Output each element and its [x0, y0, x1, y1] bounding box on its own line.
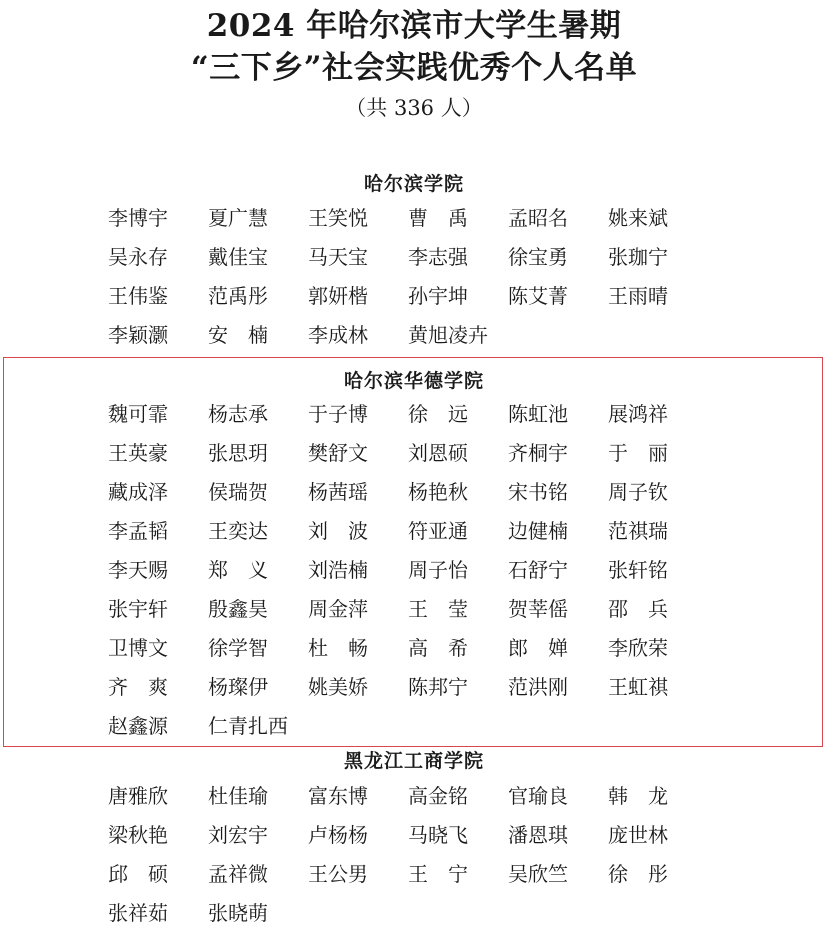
person-name: 王英豪	[108, 441, 168, 465]
college-heading: 哈尔滨华德学院	[343, 370, 484, 392]
person-name: 姚来斌	[608, 206, 668, 230]
person-name: 李颖灏	[108, 323, 168, 347]
person-name: 樊舒文	[308, 441, 368, 465]
person-name: 韩 龙	[608, 784, 668, 808]
person-name: 李成林	[308, 323, 368, 347]
person-name: 徐宝勇	[508, 245, 568, 269]
person-name: 刘宏宇	[208, 823, 268, 847]
person-name: 姚美娇	[308, 675, 368, 699]
person-name: 安 楠	[208, 323, 268, 347]
person-name: 王笑悦	[308, 206, 368, 230]
person-name: 李天赐	[108, 558, 168, 582]
person-name: 刘 波	[308, 519, 368, 543]
person-name: 马天宝	[308, 245, 368, 269]
person-name: 杜 畅	[308, 636, 368, 660]
person-name: 张祥茹	[108, 901, 168, 925]
person-name: 张珈宁	[608, 245, 668, 269]
person-name: 王雨晴	[608, 284, 668, 308]
person-name: 李欣荣	[608, 636, 668, 660]
person-name: 于 丽	[608, 441, 668, 465]
person-name: 高 希	[408, 636, 468, 660]
person-name: 陈虹池	[508, 402, 568, 426]
person-name: 范洪刚	[508, 675, 568, 699]
person-name: 郎 婵	[508, 636, 568, 660]
person-name: 邵 兵	[608, 597, 668, 621]
person-name: 吴欣竺	[508, 862, 568, 886]
person-name: 殷鑫昊	[208, 597, 268, 621]
person-name: 张宇轩	[108, 597, 168, 621]
person-name: 郑 义	[208, 558, 268, 582]
person-name: 张晓萌	[208, 901, 268, 925]
document-title-line-1: 2024 年哈尔滨市大学生暑期	[206, 8, 622, 44]
person-name: 徐 远	[408, 402, 468, 426]
person-name: 展鸿祥	[608, 402, 668, 426]
college-heading: 黑龙江工商学院	[343, 750, 484, 772]
person-name: 张轩铭	[608, 558, 668, 582]
college-heading: 哈尔滨学院	[363, 173, 464, 195]
person-name: 吴永存	[108, 245, 168, 269]
person-name: 富东博	[308, 784, 368, 808]
person-name: 李博宇	[108, 206, 168, 230]
person-name: 李志强	[408, 245, 468, 269]
person-name: 卢杨杨	[308, 823, 368, 847]
person-name: 范祺瑞	[608, 519, 668, 543]
person-name: 马晓飞	[408, 823, 468, 847]
person-name: 齐 爽	[108, 675, 168, 699]
person-name: 边健楠	[508, 519, 568, 543]
person-name: 庞世林	[608, 823, 668, 847]
person-name: 王伟鉴	[108, 284, 168, 308]
person-name: 藏成泽	[108, 480, 168, 504]
person-name: 周子钦	[608, 480, 668, 504]
person-name: 徐学智	[208, 636, 268, 660]
person-name: 侯瑞贺	[208, 480, 268, 504]
person-name: 孙宇坤	[408, 284, 468, 308]
names-grid	[108, 205, 728, 361]
person-name: 齐桐宇	[508, 441, 568, 465]
person-name: 邱 硕	[108, 862, 168, 886]
person-name: 杨璨伊	[208, 675, 268, 699]
person-name: 郭妍楷	[308, 284, 368, 308]
person-name: 陈艾菁	[508, 284, 568, 308]
person-name: 宋书铭	[508, 480, 568, 504]
person-name: 官瑜良	[508, 784, 568, 808]
names-grid	[108, 401, 728, 752]
person-name: 卫博文	[108, 636, 168, 660]
person-name: 孟祥微	[208, 862, 268, 886]
person-name: 王奕达	[208, 519, 268, 543]
person-name: 符亚通	[408, 519, 468, 543]
person-name: 梁秋艳	[108, 823, 168, 847]
person-name: 孟昭名	[508, 206, 568, 230]
person-name: 戴佳宝	[208, 245, 268, 269]
person-name: 王 莹	[408, 597, 468, 621]
person-name: 魏可霏	[108, 402, 168, 426]
person-name: 陈邦宁	[408, 675, 468, 699]
person-name: 王虹祺	[608, 675, 668, 699]
document-title-line-2: “三下乡”社会实践优秀个人名单	[190, 50, 638, 86]
person-name: 夏广慧	[208, 206, 268, 230]
person-name: 刘恩硕	[408, 441, 468, 465]
person-name: 刘浩楠	[308, 558, 368, 582]
person-name: 王公男	[308, 862, 368, 886]
person-name: 周金萍	[308, 597, 368, 621]
person-name: 唐雅欣	[108, 784, 168, 808]
person-name: 贺莘傜	[508, 597, 568, 621]
person-name: 曹 禹	[408, 206, 468, 230]
person-name: 徐 彤	[608, 862, 668, 886]
person-name: 杨艳秋	[408, 480, 468, 504]
person-name: 李孟韬	[108, 519, 168, 543]
person-name: 赵鑫源	[108, 714, 168, 738]
person-name: 于子博	[308, 402, 368, 426]
person-name: 范禹彤	[208, 284, 268, 308]
person-name: 周子怡	[408, 558, 468, 582]
person-name: 潘恩琪	[508, 823, 568, 847]
person-name: 黄旭凌卉	[408, 323, 488, 347]
person-name: 高金铭	[408, 784, 468, 808]
document-subtitle-count: （共 336 人）	[345, 96, 483, 120]
person-name: 王 宁	[408, 862, 468, 886]
person-name: 张思玥	[208, 441, 268, 465]
names-grid	[108, 783, 728, 939]
person-name: 仁青扎西	[208, 714, 288, 738]
person-name: 杜佳瑜	[208, 784, 268, 808]
person-name: 杨志承	[208, 402, 268, 426]
person-name: 杨茜瑶	[308, 480, 368, 504]
person-name: 石舒宁	[508, 558, 568, 582]
